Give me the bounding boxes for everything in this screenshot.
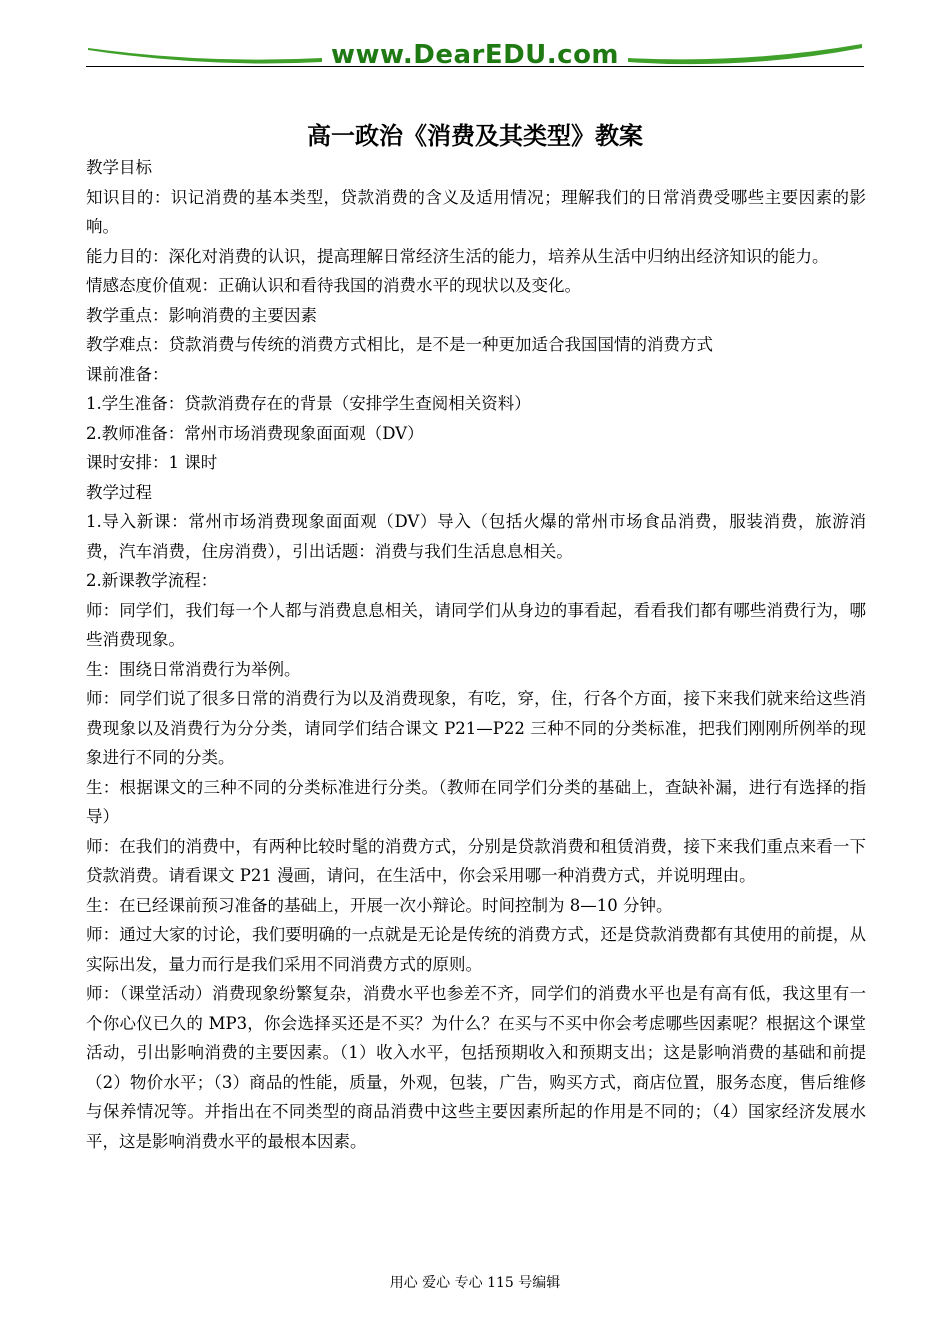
header-divider xyxy=(86,66,864,67)
paragraph-values-objective: 情感态度价值观：正确认识和看待我国的消费水平的现状以及变化。 xyxy=(86,276,581,295)
site-logo[interactable]: www.DearEDU.com xyxy=(330,40,620,70)
paragraph-student-preparation: 1.学生准备：贷款消费存在的背景（安排学生查阅相关资料） xyxy=(86,394,531,413)
paragraph-introduction: 1.导入新课：常州市场消费现象面面观（DV）导入（包括火爆的常州市场食品消费，服装消费，旅游消费，汽车消费，住房消费），引出话题：消费与我们生活息息相关。 xyxy=(86,512,866,561)
paragraph-ability-objective: 能力目的：深化对消费的认识，提高理解日常经济生活的能力，培养从生活中归纳出经济知识的能力。 xyxy=(86,246,829,266)
section-heading-objectives: 教学目标 xyxy=(86,158,152,177)
dialogue-teacher: 师：（课堂活动）消费现象纷繁复杂，消费水平也参差不齐，同学们的消费水平也是有高有低，我这里有一个你心仪已久的 MP3，你会选择买还是不买？为什么？在买与不买中你会考虑哪些因素呢？根据这个课堂活动，引出影响消费的主要因素。（1）收入水平，包括预期收入和预期支出；这是影响消费的基础和前提（2）物价水平；（3）商品的性能，质量，外观，包装，广告，购买方式，商店位置，服务态度，售后维修与保养情况等。并指出在不同类型的商品消费中这些主要因素所起的作用是不同的；（4）国家经济发展水平，这是影响消费水平的最根本因素。 xyxy=(86,984,866,1151)
dialogue-student: 生：根据课文的三种不同的分类标准进行分类。（教师在同学们分类的基础上，查缺补漏，进行有选择的指导） xyxy=(86,777,866,826)
document-title: 高一政治《消费及其类型》教案 xyxy=(307,121,643,150)
paragraph-class-hours: 课时安排：1 课时 xyxy=(86,453,218,472)
page-footer: 用心 爱心 专心 115 号编辑 xyxy=(389,1275,561,1291)
dialogue-teacher: 师：在我们的消费中，有两种比较时髦的消费方式，分别是贷款消费和租赁消费，接下来我们重点来看一下贷款消费。请看课文 P21 漫画，请问，在生活中，你会采用哪一种消费方式，并说明理由。 xyxy=(86,836,866,885)
section-heading-process: 教学过程 xyxy=(86,482,152,502)
document-body xyxy=(86,153,866,1156)
paragraph-difficult-point: 教学难点：贷款消费与传统的消费方式相比，是不是一种更加适合我国国情的消费方式 xyxy=(86,335,713,354)
dialogue-student: 生：在已经课前预习准备的基础上，开展一次小辩论。时间控制为 8—10 分钟。 xyxy=(86,895,673,915)
dialogue-student: 生：围绕日常消费行为举例。 xyxy=(86,659,301,679)
paragraph-teacher-preparation: 2.教师准备：常州市场消费现象面面观（DV） xyxy=(86,423,424,443)
dialogue-teacher: 师：通过大家的讨论，我们要明确的一点就是无论是传统的消费方式，还是贷款消费都有其使用的前提，从实际出发，量力而行是我们采用不同消费方式的原则。 xyxy=(86,925,866,974)
paragraph-new-lesson-flow: 2.新课教学流程： xyxy=(86,571,218,590)
section-heading-preparation: 课前准备： xyxy=(86,364,169,384)
dialogue-teacher: 师：同学们说了很多日常的消费行为以及消费现象，有吃，穿，住，行各个方面，接下来我们就来给这些消费现象以及消费行为分分类，请同学们结合课文 P21—P22 三种不同的分类标准，把我们刚刚所例举的现象进行不同的分类。 xyxy=(86,689,866,767)
dialogue-teacher: 师：同学们，我们每一个人都与消费息息相关，请同学们从身边的事看起，看看我们都有哪些消费行为，哪些消费现象。 xyxy=(86,600,866,649)
paragraph-knowledge-objective: 知识目的：识记消费的基本类型，贷款消费的含义及适用情况；理解我们的日常消费受哪些主要因素的影响。 xyxy=(86,187,866,236)
paragraph-key-point: 教学重点：影响消费的主要因素 xyxy=(86,305,317,325)
